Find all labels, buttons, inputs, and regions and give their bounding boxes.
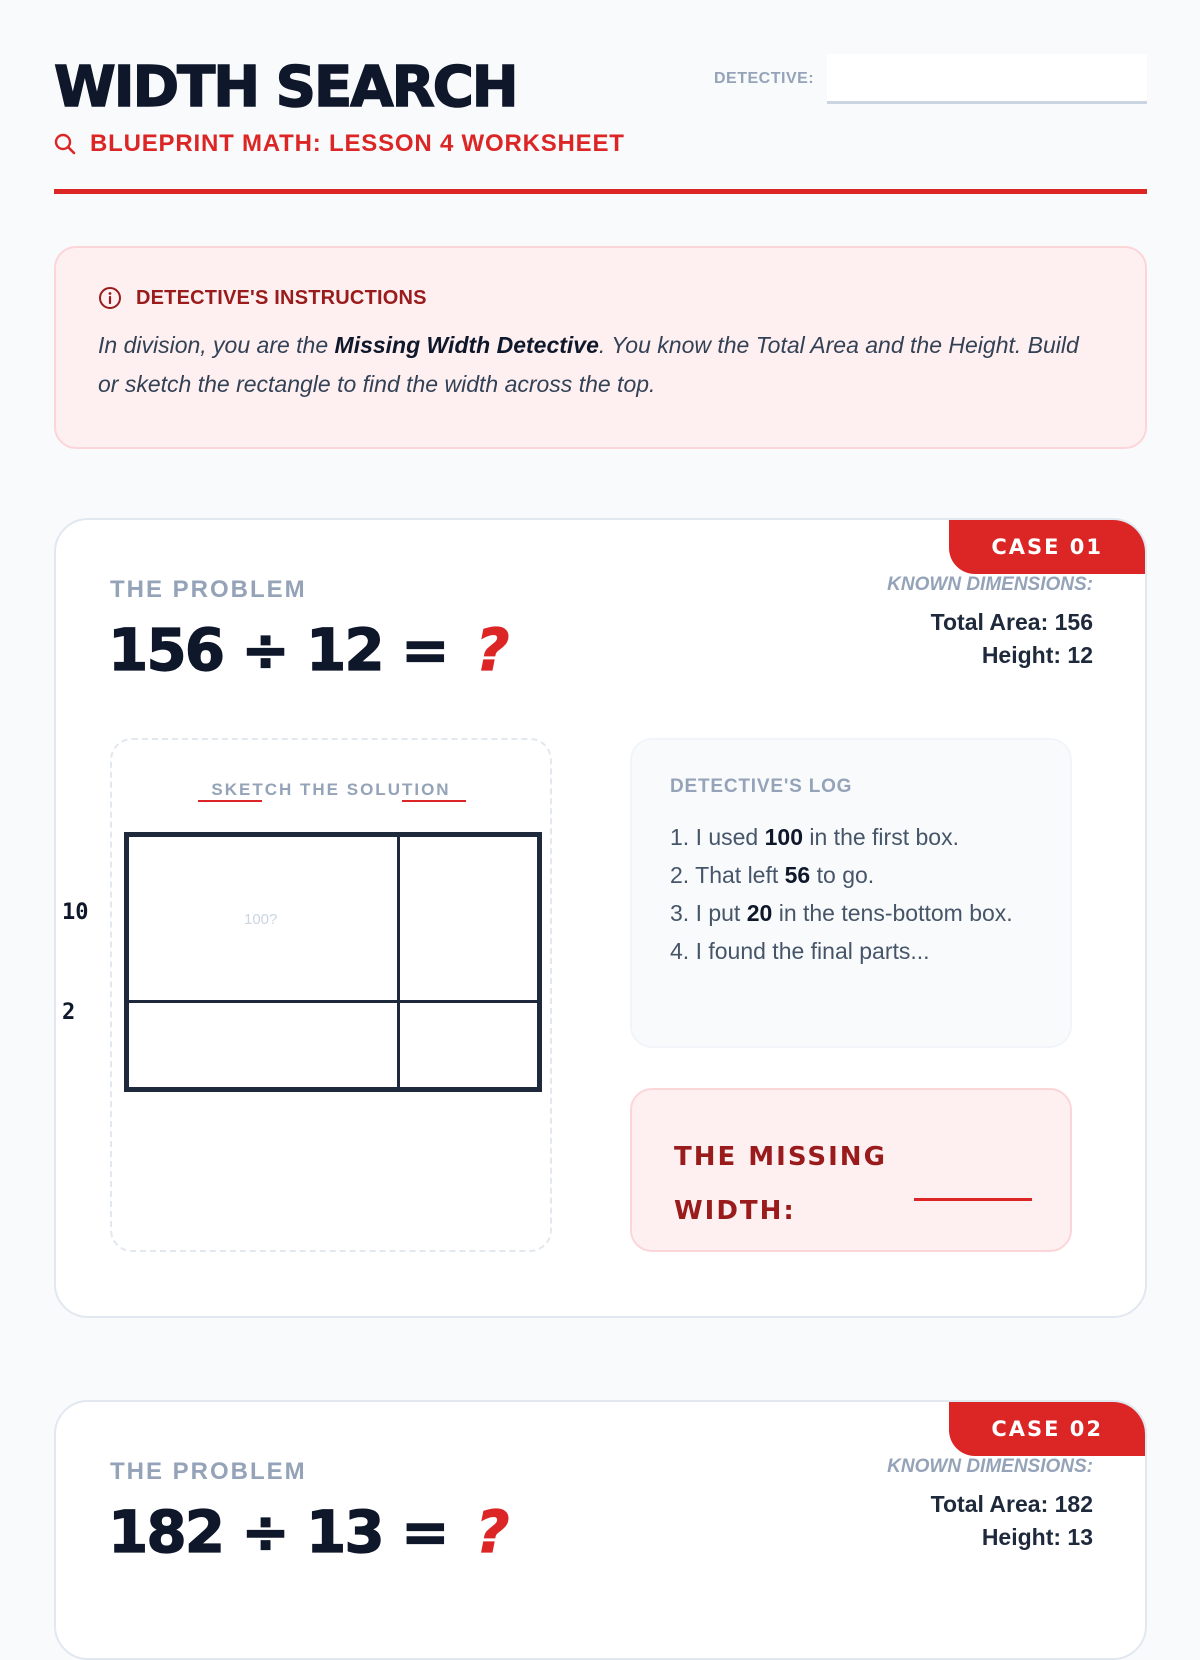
detective-name-input[interactable] bbox=[827, 54, 1147, 104]
instructions-text-end: . You know the Total Area and the Height. Build or sketch the rectangle to find the width across the top. bbox=[98, 332, 1079, 397]
row-label-tens: 10 bbox=[62, 900, 89, 925]
height: Height: 12 bbox=[981, 642, 1093, 668]
problem-label: THE PROBLEM bbox=[110, 576, 307, 603]
question-mark: ? bbox=[475, 616, 508, 684]
log-text: in the tens-bottom box. bbox=[772, 900, 1013, 926]
height: Height: 13 bbox=[981, 1524, 1093, 1550]
log-text: 4. I found the final parts... bbox=[670, 938, 930, 964]
known-dimensions-label: KNOWN DIMENSIONS: bbox=[887, 1456, 1093, 1477]
info-icon bbox=[98, 286, 122, 310]
problem-equation bbox=[108, 616, 507, 684]
case-card-1 bbox=[54, 518, 1147, 1318]
grid-divider-horizontal bbox=[129, 1000, 537, 1003]
answer-box bbox=[630, 1088, 1072, 1252]
sketch-title-underline bbox=[402, 800, 466, 802]
worksheet bbox=[54, 0, 1147, 1566]
log-text: 2. That left bbox=[670, 862, 785, 888]
instructions-text bbox=[98, 326, 1103, 404]
page-title: WIDTH SEARCH bbox=[54, 55, 517, 120]
known-dimensions bbox=[887, 574, 1093, 672]
grid-divider-vertical bbox=[397, 837, 400, 1087]
log-item bbox=[670, 818, 1032, 856]
log-item bbox=[670, 894, 1032, 932]
answer-blank[interactable] bbox=[914, 1198, 1032, 1201]
case-tag: CASE 01 bbox=[949, 520, 1145, 574]
magnifier-icon bbox=[54, 133, 76, 155]
log-value: 20 bbox=[746, 900, 773, 926]
equation-text: 182 ÷ 13 = bbox=[108, 1498, 466, 1566]
log-title: DETECTIVE'S LOG bbox=[670, 776, 853, 797]
total-area: Total Area: 156 bbox=[930, 609, 1093, 635]
subtitle bbox=[54, 128, 625, 160]
detectives-log bbox=[630, 738, 1072, 1048]
sketch-area[interactable] bbox=[110, 738, 552, 1252]
log-value: 56 bbox=[784, 862, 811, 888]
grid-hint: 100? bbox=[244, 911, 278, 928]
case-card-2 bbox=[54, 1400, 1147, 1660]
row-label-ones: 2 bbox=[62, 1000, 76, 1025]
problem-equation bbox=[108, 1498, 507, 1566]
log-text: 3. I put bbox=[670, 900, 747, 926]
instructions-text-bold: Missing Width Detective bbox=[334, 332, 599, 358]
case-tag: CASE 02 bbox=[949, 1402, 1145, 1456]
log-item bbox=[670, 856, 1032, 894]
instructions-panel bbox=[54, 246, 1147, 449]
subtitle-text: BLUEPRINT MATH: LESSON 4 WORKSHEET bbox=[90, 130, 625, 157]
log-text: in the first box. bbox=[803, 824, 959, 850]
log-value: 100 bbox=[764, 824, 803, 850]
log-text: 1. I used bbox=[670, 824, 765, 850]
sketch-title-text: SKETCH THE SOLUTION bbox=[211, 780, 451, 799]
answer-label: THE MISSING WIDTH: bbox=[674, 1142, 887, 1226]
header bbox=[54, 0, 1147, 194]
log-text: to go. bbox=[810, 862, 875, 888]
area-model-grid[interactable] bbox=[124, 832, 542, 1092]
instructions-heading bbox=[98, 286, 1103, 310]
equation-text: 156 ÷ 12 = bbox=[108, 616, 466, 684]
instructions-heading-text: DETECTIVE'S INSTRUCTIONS bbox=[136, 286, 427, 309]
known-dimensions-label: KNOWN DIMENSIONS: bbox=[887, 574, 1093, 595]
question-mark: ? bbox=[475, 1498, 508, 1566]
log-item bbox=[670, 932, 1032, 970]
detective-label: DETECTIVE: bbox=[714, 70, 815, 87]
instructions-text-start: In division, you are the bbox=[98, 332, 335, 358]
total-area: Total Area: 182 bbox=[930, 1491, 1093, 1517]
sketch-title-underline bbox=[198, 800, 262, 802]
known-dimensions bbox=[887, 1456, 1093, 1554]
problem-label: THE PROBLEM bbox=[110, 1458, 307, 1485]
sketch-title bbox=[112, 780, 550, 800]
